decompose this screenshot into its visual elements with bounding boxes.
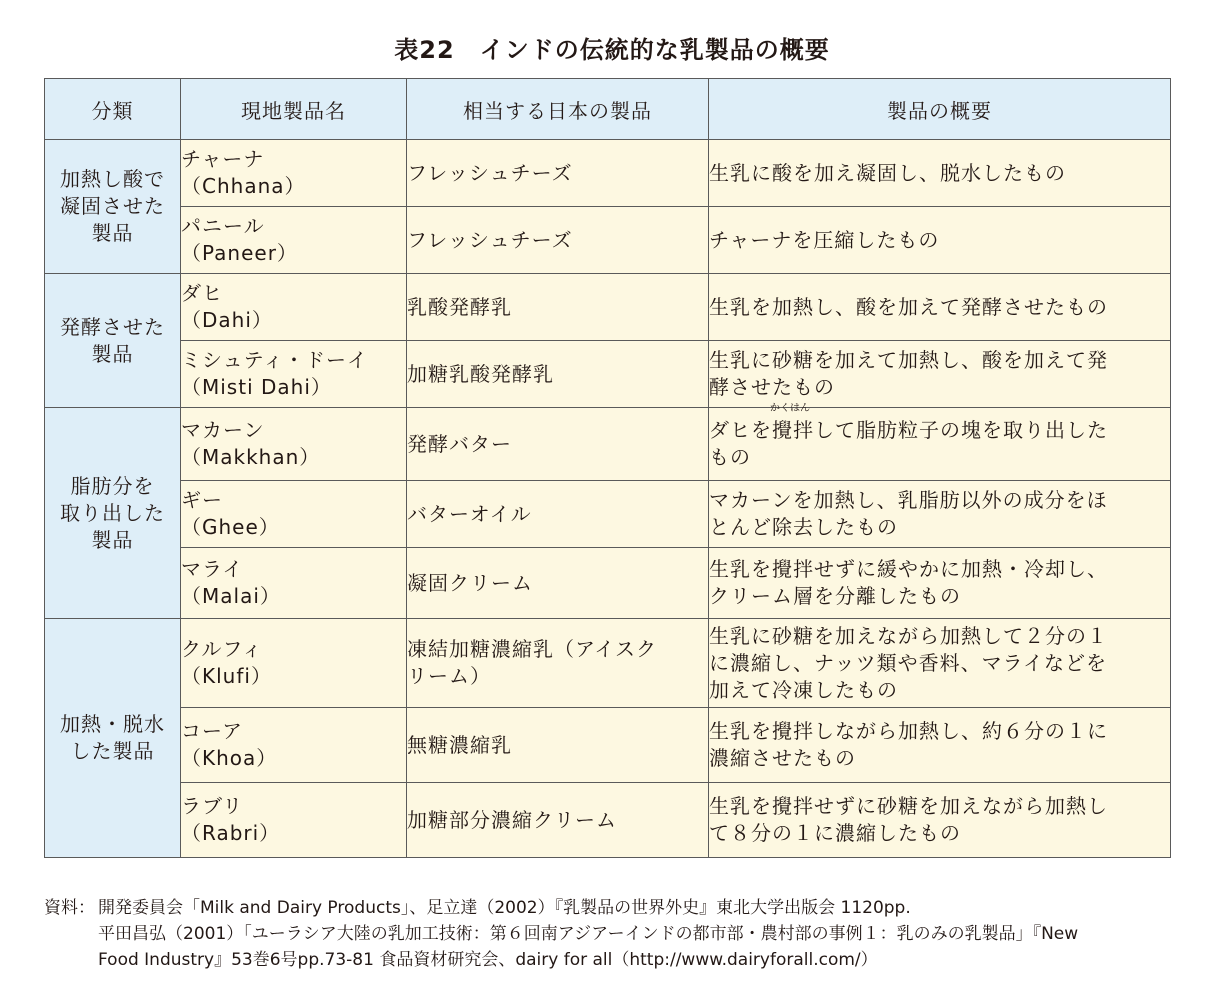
summary-text: して脂肪粒子の塊を取り出した (814, 418, 1108, 442)
local-romaji: （Dahi） (181, 308, 273, 332)
header-japanese-equivalent: 相当する日本の製品 (407, 79, 709, 140)
summary-line: 生乳に砂糖を加えて加熱し、酸を加えて発 (709, 348, 1108, 372)
japanese-name: 発酵バター (407, 431, 512, 456)
japanese-cell (407, 274, 709, 341)
japanese-name: 無糖濃縮乳 (407, 732, 512, 757)
japanese-name: 加糖乳酸発酵乳 (407, 361, 554, 386)
local-romaji: （Paneer） (181, 241, 298, 265)
table-row (45, 341, 1171, 408)
source-label: 資料： (44, 898, 95, 918)
ruby-reading: かくはん (770, 403, 810, 414)
local-romaji: （Ghee） (181, 515, 280, 539)
summary-line: クリーム層を分離したもの (709, 584, 961, 608)
category-line: 取り出した (60, 500, 165, 525)
local-name-cell (181, 619, 407, 708)
category-cell (45, 619, 181, 858)
japanese-cell (407, 140, 709, 207)
summary-cell (709, 207, 1171, 274)
source-body (98, 895, 1194, 973)
local-name: ダヒ (181, 281, 223, 305)
summary-line: 生乳を加熱し、酸を加えて発酵させたもの (709, 294, 1108, 319)
local-name-cell (181, 708, 407, 783)
local-romaji: （Klufi） (181, 664, 272, 688)
table-row (45, 481, 1171, 548)
category-line: 製品 (91, 341, 134, 366)
local-name: チャーナ (181, 147, 265, 171)
summary-cell (709, 140, 1171, 207)
summary-cell (709, 274, 1171, 341)
summary-line: 濃縮させたもの (709, 746, 856, 770)
summary-line: 生乳を攪拌しながら加熱し、約６分の１に (709, 719, 1108, 743)
summary-line: 生乳に酸を加え凝固し、脱水したもの (709, 160, 1066, 185)
summary-line: 加えて冷凍したもの (709, 677, 898, 702)
local-name: ミシュティ・ドーイ (181, 348, 368, 372)
japanese-cell (407, 481, 709, 548)
summary-line: に濃縮し、ナッツ類や香料、マライなどを (709, 650, 1107, 675)
local-name: ラブリ (181, 794, 244, 818)
japanese-cell (407, 408, 709, 481)
local-romaji: （Rabri） (181, 821, 281, 845)
header-row (45, 79, 1171, 140)
ruby-annotation (770, 403, 814, 444)
local-name: マカーン (181, 418, 265, 442)
local-romaji: （Khoa） (181, 746, 278, 770)
table-row (45, 619, 1171, 708)
table-row (45, 207, 1171, 274)
source-line: 開発委員会「Milk and Dairy Products」、足立達（2002）『乳製品の世界外史』東北大学出版会 1120pp. (98, 898, 911, 918)
summary-line: もの (709, 445, 751, 469)
local-name-cell (181, 408, 407, 481)
japanese-name: 凝固クリーム (407, 570, 533, 595)
category-line: 加熱し酸で (60, 167, 165, 191)
summary-cell (709, 341, 1171, 408)
table-row (45, 140, 1171, 207)
japanese-name: フレッシュチーズ (407, 160, 573, 185)
local-name: クルフィ (181, 637, 263, 661)
japanese-name: 凍結加糖濃縮乳（アイスク (407, 637, 657, 661)
summary-line (709, 403, 1170, 444)
summary-cell (709, 548, 1171, 619)
source-line: Food Industry』53巻6号pp.73-81 食品資材研究会、dairy for all（http://www.dairyforall.com/） (98, 950, 878, 970)
summary-cell (709, 708, 1171, 783)
local-romaji: （Misti Dahi） (181, 375, 332, 399)
local-name-cell (181, 274, 407, 341)
header-summary: 製品の概要 (709, 79, 1171, 140)
summary-text: ダヒを (709, 418, 772, 442)
table-row (45, 548, 1171, 619)
category-cell (45, 408, 181, 619)
local-name: パニール (181, 214, 265, 238)
table-row (45, 708, 1171, 783)
local-name-cell (181, 548, 407, 619)
category-cell (45, 274, 181, 408)
local-name-cell (181, 341, 407, 408)
japanese-cell (407, 708, 709, 783)
category-line: 凝固させた (60, 194, 165, 218)
japanese-name: 加糖部分濃縮クリーム (407, 807, 617, 832)
summary-line: 生乳に砂糖を加えながら加熱して２分の１ (709, 623, 1108, 648)
summary-line: 生乳を攪拌せずに緩やかに加熱・冷却し、 (709, 557, 1108, 581)
summary-cell (709, 481, 1171, 548)
local-name-cell (181, 783, 407, 858)
local-name: マライ (181, 557, 244, 581)
japanese-cell (407, 548, 709, 619)
table-title: 表22 インドの伝統的な乳製品の概要 (394, 36, 830, 64)
local-name-cell (181, 140, 407, 207)
table-row (45, 408, 1171, 481)
summary-cell (709, 619, 1171, 708)
summary-line: マカーンを加熱し、乳脂肪以外の成分をほ (709, 488, 1108, 512)
japanese-name: フレッシュチーズ (407, 227, 573, 252)
ruby-base: 攪拌 (772, 418, 814, 442)
dairy-products-table (44, 78, 1171, 858)
source-line: 平田昌弘（2001）「ユーラシア大陸の乳加工技術：第６回南アジアーインドの都市部・農村部の事例１：乳のみの乳製品」『New (98, 924, 1079, 944)
local-name: ギー (181, 488, 223, 512)
source-notes (44, 895, 1194, 973)
japanese-cell (407, 207, 709, 274)
summary-line: チャーナを圧縮したもの (709, 227, 940, 252)
category-line: した製品 (70, 739, 155, 763)
header-category: 分類 (45, 79, 181, 140)
local-name-cell (181, 207, 407, 274)
category-cell (45, 140, 181, 274)
local-romaji: （Chhana） (181, 174, 306, 198)
summary-line: て８分の１に濃縮したもの (709, 821, 961, 845)
local-name-cell (181, 481, 407, 548)
category-line: 製品 (91, 527, 134, 552)
local-name: コーア (181, 719, 243, 743)
category-line: 脂肪分を (70, 473, 155, 498)
local-romaji: （Makkhan） (181, 445, 321, 469)
japanese-name: 乳酸発酵乳 (407, 294, 512, 319)
table-row (45, 274, 1171, 341)
summary-line: とんど除去したもの (709, 515, 898, 539)
summary-line: 生乳を攪拌せずに砂糖を加えながら加熱し (709, 794, 1108, 818)
japanese-name: バターオイル (407, 501, 532, 526)
category-line: 発酵させた (60, 314, 165, 339)
category-line: 製品 (91, 221, 134, 245)
summary-line: 酵させたもの (709, 375, 835, 399)
summary-cell (709, 783, 1171, 858)
header-local-name: 現地製品名 (181, 79, 407, 140)
japanese-cell (407, 341, 709, 408)
local-romaji: （Malai） (181, 584, 281, 608)
japanese-name: リーム） (407, 664, 491, 688)
category-line: 加熱・脱水 (60, 712, 165, 736)
japanese-cell (407, 619, 709, 708)
summary-cell (709, 403, 1171, 481)
japanese-cell (407, 783, 709, 858)
table-row (45, 783, 1171, 858)
